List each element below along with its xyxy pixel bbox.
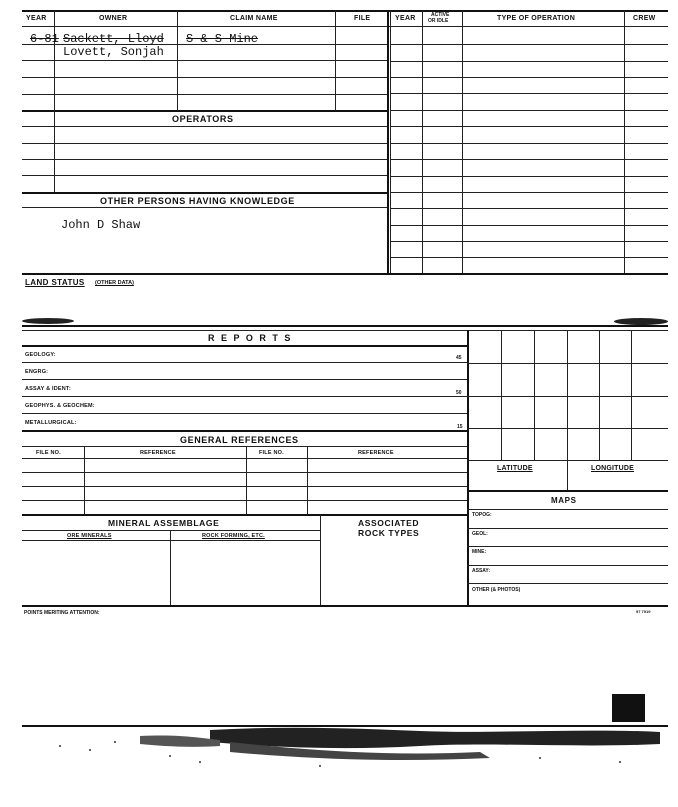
entry-owner-2: Lovett, Sonjah	[63, 45, 164, 59]
maps-assay: ASSAY:	[472, 568, 491, 574]
header-claim-name: CLAIM NAME	[230, 15, 278, 22]
associated-title-2: ROCK TYPES	[358, 528, 420, 538]
header-crew: CREW	[633, 15, 656, 22]
ref-col-reference-2: REFERENCE	[358, 450, 394, 456]
points-meriting-attention: POINTS MERITING ATTENTION:	[24, 610, 100, 616]
reports-title: R E P O R T S	[208, 333, 293, 343]
header-year: YEAR	[26, 15, 47, 22]
reports-geophys: GEOPHYS. & GEOCHEM:	[25, 403, 95, 409]
header-year-2: YEAR	[395, 15, 416, 22]
entry-year: 6-81	[30, 32, 59, 46]
ref-col-reference: REFERENCE	[140, 450, 176, 456]
maps-topog: TOPOG:	[472, 512, 492, 518]
reports-metallurgical-code: 15	[457, 424, 463, 430]
header-active: ACTIVE	[431, 12, 450, 18]
maps-other: OTHER (& PHOTOS)	[472, 587, 521, 593]
general-references-title: GENERAL REFERENCES	[180, 435, 299, 445]
rock-forming-label: ROCK FORMING, ETC.	[202, 533, 265, 539]
header-file: FILE	[354, 15, 371, 22]
latitude-label: LATITUDE	[497, 465, 533, 472]
other-persons-name: John D Shaw	[61, 218, 141, 232]
other-persons-title: OTHER PERSONS HAVING KNOWLEDGE	[100, 196, 295, 206]
operators-title: OPERATORS	[172, 114, 234, 124]
reports-geology-code: 45	[456, 355, 462, 361]
header-or-idle: OR IDLE	[428, 18, 449, 24]
land-status-label: LAND STATUS	[25, 278, 85, 287]
entry-claim-name: S & S Mine	[186, 32, 259, 46]
associated-title-1: ASSOCIATED	[358, 518, 420, 528]
header-type-of-operation: TYPE OF OPERATION	[497, 15, 576, 22]
reports-assay-code: 50	[456, 390, 462, 396]
smudge-artifact	[20, 722, 670, 782]
reports-metallurgical: METALLURGICAL:	[25, 420, 77, 426]
maps-geol: GEOL:	[472, 531, 488, 537]
longitude-label: LONGITUDE	[591, 465, 635, 472]
reports-engrg: ENGRG:	[25, 369, 49, 375]
reports-geology: GEOLOGY:	[25, 352, 56, 358]
form-number: 97 7919	[636, 609, 651, 614]
reports-assay: ASSAY & IDENT:	[25, 386, 71, 392]
land-status-sub: (OTHER DATA)	[95, 280, 134, 286]
mineral-assemblage-title: MINERAL ASSEMBLAGE	[108, 518, 220, 528]
header-owner: OWNER	[99, 15, 128, 22]
ore-minerals-label: ORE MINERALS	[67, 533, 112, 539]
maps-mine: MINE:	[472, 549, 487, 555]
entry-owner-1: Sackett, Lloyd	[63, 32, 164, 46]
ref-col-file-no: FILE NO.	[36, 450, 61, 456]
black-square-mark	[612, 694, 645, 722]
ref-col-file-no-2: FILE NO.	[259, 450, 284, 456]
maps-title: MAPS	[551, 496, 577, 505]
